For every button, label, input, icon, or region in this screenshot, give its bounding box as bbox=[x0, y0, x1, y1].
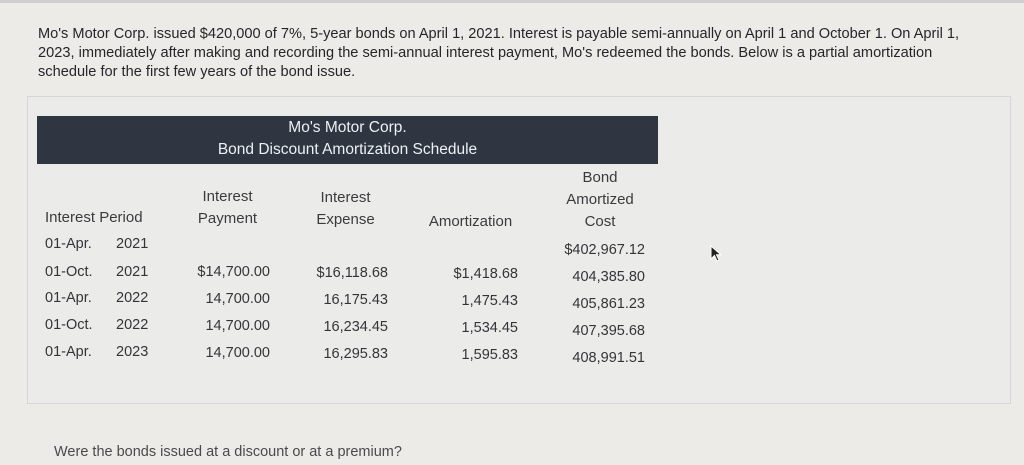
header-payment-line2: Payment bbox=[197, 210, 258, 227]
header-payment-line1: Interest bbox=[202, 188, 253, 205]
problem-statement: Mo's Motor Corp. issued $420,000 of 7%, 5-year bonds on April 1, 2021. Interest is payable semi-annually on April 1 and October 1. On April 1, 2023, immediately after making and recording the semi-annual interest payment, Mo's redeemed the bonds. Below is a partial amortization schedule for the first few years of the bond issue. bbox=[38, 26, 960, 80]
period-year: 2022 bbox=[116, 317, 149, 333]
top-divider bbox=[0, 0, 1024, 3]
header-amortization-text: Amortization bbox=[428, 213, 513, 230]
period-date: 01-Apr. bbox=[45, 290, 92, 306]
amortized-cost: $402,967.12 bbox=[564, 242, 645, 258]
header-interest-payment bbox=[185, 186, 270, 230]
schedule-banner bbox=[37, 116, 658, 164]
company-name: Mo's Motor Corp. bbox=[288, 119, 407, 136]
amortized-cost: 404,385.80 bbox=[572, 269, 645, 285]
header-expense-line2: Expense bbox=[316, 211, 375, 228]
amortization-amount: 1,595.83 bbox=[461, 347, 518, 363]
interest-expense: 16,234.45 bbox=[323, 319, 388, 335]
interest-expense: 16,295.83 bbox=[323, 346, 388, 362]
period-year: 2022 bbox=[116, 290, 149, 306]
interest-payment: $14,700.00 bbox=[197, 264, 270, 280]
header-period-text: Interest Period bbox=[45, 209, 143, 226]
amortization-amount: 1,534.45 bbox=[461, 320, 518, 336]
amortization-amount: 1,475.43 bbox=[461, 293, 518, 309]
period-date: 01-Apr. bbox=[45, 236, 92, 252]
amortized-cost: 405,861.23 bbox=[572, 296, 645, 312]
interest-expense: $16,118.68 bbox=[316, 265, 388, 281]
period-year: 2023 bbox=[116, 344, 149, 360]
amortization-amount: $1,418.68 bbox=[453, 266, 518, 282]
period-year: 2021 bbox=[116, 264, 149, 280]
period-year: 2021 bbox=[116, 236, 149, 252]
header-cost-line3: Cost bbox=[584, 213, 616, 230]
interest-payment: 14,700.00 bbox=[205, 345, 270, 361]
discount-or-premium-question: Were the bonds issued at a discount or at a premium? bbox=[54, 444, 402, 460]
period-date: 01-Oct. bbox=[45, 264, 93, 280]
interest-payment: 14,700.00 bbox=[205, 318, 270, 334]
amortized-cost: 407,395.68 bbox=[572, 323, 645, 339]
header-interest-period bbox=[45, 207, 143, 229]
period-date: 01-Oct. bbox=[45, 317, 93, 333]
schedule-title: Bond Discount Amortization Schedule bbox=[217, 141, 478, 158]
header-cost-line2: Amortized bbox=[566, 191, 634, 208]
interest-expense: 16,175.43 bbox=[323, 292, 388, 308]
header-amortization bbox=[418, 211, 523, 233]
mouse-pointer-icon bbox=[710, 245, 724, 263]
header-expense-line1: Interest bbox=[320, 189, 371, 206]
header-cost-line1: Bond bbox=[582, 169, 618, 186]
amortized-cost: 408,991.51 bbox=[572, 350, 645, 366]
period-date: 01-Apr. bbox=[45, 344, 92, 360]
header-interest-expense bbox=[303, 187, 388, 231]
header-bond-amortized-cost bbox=[555, 167, 645, 233]
interest-payment: 14,700.00 bbox=[205, 291, 270, 307]
